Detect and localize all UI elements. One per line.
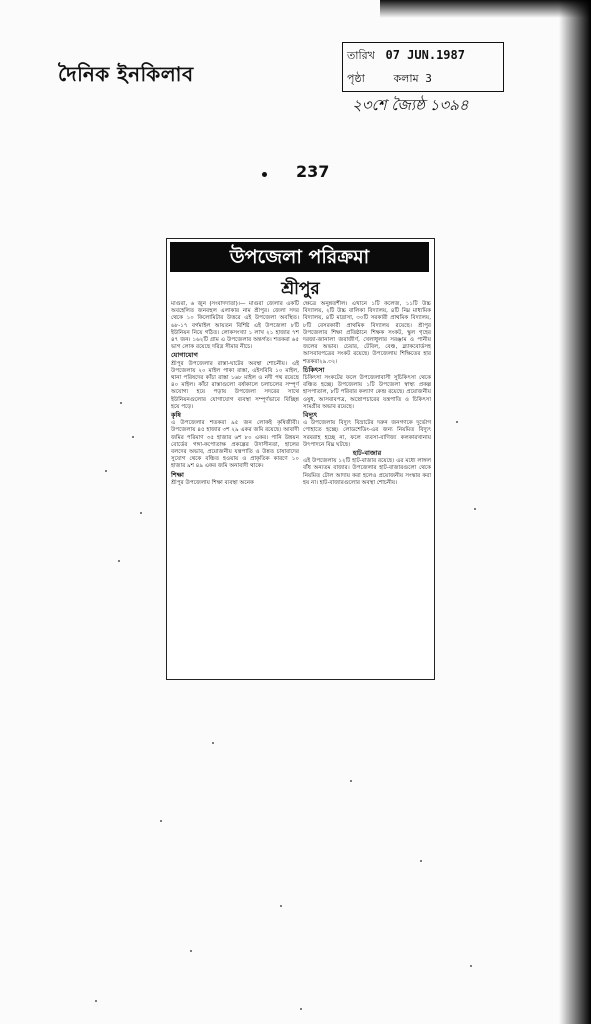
article-paragraph: ক্ষেত্রে অনুন্নতশীল। এখানে ১টি কলেজ, ১১টি উচ্চ বিদ্যালয়, ২টি উচ্চ বালিকা বিদ্যালয়, ৪টি নিম্ন মাধ্যমিক বিদ্যালয়, ৪টি মাদ্রাসা, ৩০টি সরকারী প্রাথমিক বিদ্যালয়, ৮টি বেসরকারী প্রাথমিক বিদ্যালয় রয়েছে। শ্রীপুর উপজেলার শিক্ষা প্রতিষ্ঠানে শিক্ষক সংকট, স্কুল গৃহের দরজা-জানালা জরাজীর্ণ, খেলাধুলার সরঞ্জাম ও পানীয় জলের অভাব। চেয়ার, টেবিল, বেঞ্চ, ব্ল্যাকবোর্ডসহ আসবাবপত্রের সংকট রয়েছে। উপজেলায় শিক্ষিতের হার শতকরা২৯.৩২। bbox=[303, 301, 431, 365]
ink-dot bbox=[262, 172, 267, 177]
article-paragraph: এ উপজেলার শতকরা ৯৫ জন লোকই কৃষিজীবী। উপজেলায় ৪৫ হাজার ৩শ ২৯ একর জমি রয়েছে। আবাদী জমির পরিমাণ ৩৫ হাজার ৬শ ৮০ একর। পানি উন্নয়ন বোর্ডের গঙ্গা-কপোতাক্ষ প্রকল্পের উদাসীনতা, হালের বলদের অভাব, প্রয়োজনীয় যন্ত্রপাতি ও উন্নত চাষাবাদের সুযোগ থেকে বঞ্চিত হওয়ায় ও প্রাকৃতিক কারণে ১০ হাজার ৯শ ৪৯ একর জমি অনাবাদী থাকে। bbox=[171, 420, 299, 470]
clipping-left-column bbox=[171, 301, 299, 488]
section-heading: শিক্ষা bbox=[171, 470, 184, 479]
article-paragraph: এ উপজেলায় বিদ্যুৎ বিভ্রাটের দরুন জনগণকে দুর্ভোগ পোহাতে হচ্ছে। লোডশেডিং-এর জন্য নিয়মিত বিদ্যুৎ সরবরাহ হচ্ছে না, ফলে ব্যবসা-বাণিজ্য কলকারখানায় উৎপাদনে বিঘ্ন ঘটছে। bbox=[303, 420, 431, 448]
newspaper-masthead: দৈনিক ইনকিলাব bbox=[58, 62, 194, 86]
section-heading: কৃষি bbox=[171, 411, 181, 420]
clipping-title: শ্রীপুর bbox=[281, 279, 320, 299]
stamp-column-value: 3 bbox=[425, 72, 432, 85]
archive-stamp bbox=[342, 42, 504, 92]
clipping-right-column bbox=[303, 301, 431, 488]
article-paragraph: চিকিৎসা সংকটের ফলে উপজেলাবাসী সুচিকিৎসা থেকে বঞ্চিত হচ্ছে। উপজেলায় ১টি উপজেলা স্বাস্থ্য প্রকল্প হাসপাতাল, ৮টি পরিবার কল্যাণ কেন্দ্র রয়েছে। প্রয়োজনীয় ওষুধ, আসবাবপত্র, অস্ত্রোপচারের যন্ত্রপাতি ও চিকিৎসা সামগ্রীর অভাব রয়েছে। bbox=[303, 375, 431, 410]
page-number: 237 bbox=[296, 162, 330, 181]
scan-edge-right bbox=[559, 0, 591, 1024]
stamp-page-label: পৃষ্ঠা bbox=[347, 72, 365, 85]
section-heading: বিদ্যুৎ bbox=[303, 411, 318, 420]
stamp-date-value: 07 JUN.1987 bbox=[385, 48, 465, 62]
article-paragraph: এই উপজেলায় ১২টি হাট-বাজার রয়েছে। এর মধ্যে লাঙ্গল বাঁধ অন্যতম বাজার। উপজেলার হাট-বাজারগুলো থেকে নিয়মিত টোল আদায় করা হলেও প্রয়োজনীয় সংস্কার করা হয় না। হাট-বাজারগুলোর অবস্থা শোচনীয়। bbox=[303, 458, 431, 486]
section-heading: চিকিৎসা bbox=[303, 365, 325, 374]
article-paragraph: শ্রীপুর উপজেলার রাস্তা-ঘাটের অবস্থা শোচনীয়। এই উপজেলায় ২০ মাইল পাকা রাস্তা, এইসবিবি ১০ মাইল, থানা পরিষদের কাঁচা রাস্তা ১৬৮ মাইল ও নদী পথ রয়েছে ৪০ মাইল। কাঁচা রাস্তাগুলো বর্ষাকালে চলাচলের সম্পূর্ণ অযোগ্য হয়ে পড়ায় উপজেলা সদরের সাথে ইউনিয়নগুলোর যোগাযোগ ব্যবস্থা সম্পূর্ণভাবে বিচ্ছিন্ন হয়ে পড়ে। bbox=[171, 360, 299, 410]
newspaper-clipping bbox=[166, 238, 435, 680]
clipping-banner: উপজেলা পরিক্রমা bbox=[170, 242, 429, 272]
handwritten-date-note: ২৩শে জ্যৈষ্ঠ ১৩৯৪ bbox=[352, 96, 469, 114]
stamp-column-label: কলাম bbox=[393, 72, 419, 85]
section-heading: যোগাযোগ bbox=[171, 351, 198, 360]
article-paragraph: শ্রীপুর উপজেলায় শিক্ষা ব্যবস্থা অনেক bbox=[171, 479, 254, 486]
article-intro: মাগুরা, ৬ জুন (সংবাদদাতা)।— মাগুরা জেলার একটি অবহেলিত জনবহুল এলাকার নাম শ্রীপুর। জেলা সদর থেকে ১০ কিলোমিটার উত্তরে এই উপজেলা অবস্থিত। ৬৮-১৭ বর্গমাইল আয়তন বিশিষ্ট এই উপজেলা ৮টি ইউনিয়ন নিয়ে গঠিত। লোকসংখ্যা ১ লাখ ২১ হাজার ৭শ ৪৭ জন। ১৬২টি গ্রাম এ উপজেলার অন্তর্গত। শতকরা ৬৫ ভাগ লোক রয়েছে দরিদ্র সীমার নীচে। bbox=[171, 301, 299, 351]
section-heading: হাট-বাজার bbox=[352, 449, 382, 458]
stamp-date-label: তারিখ bbox=[347, 49, 375, 62]
